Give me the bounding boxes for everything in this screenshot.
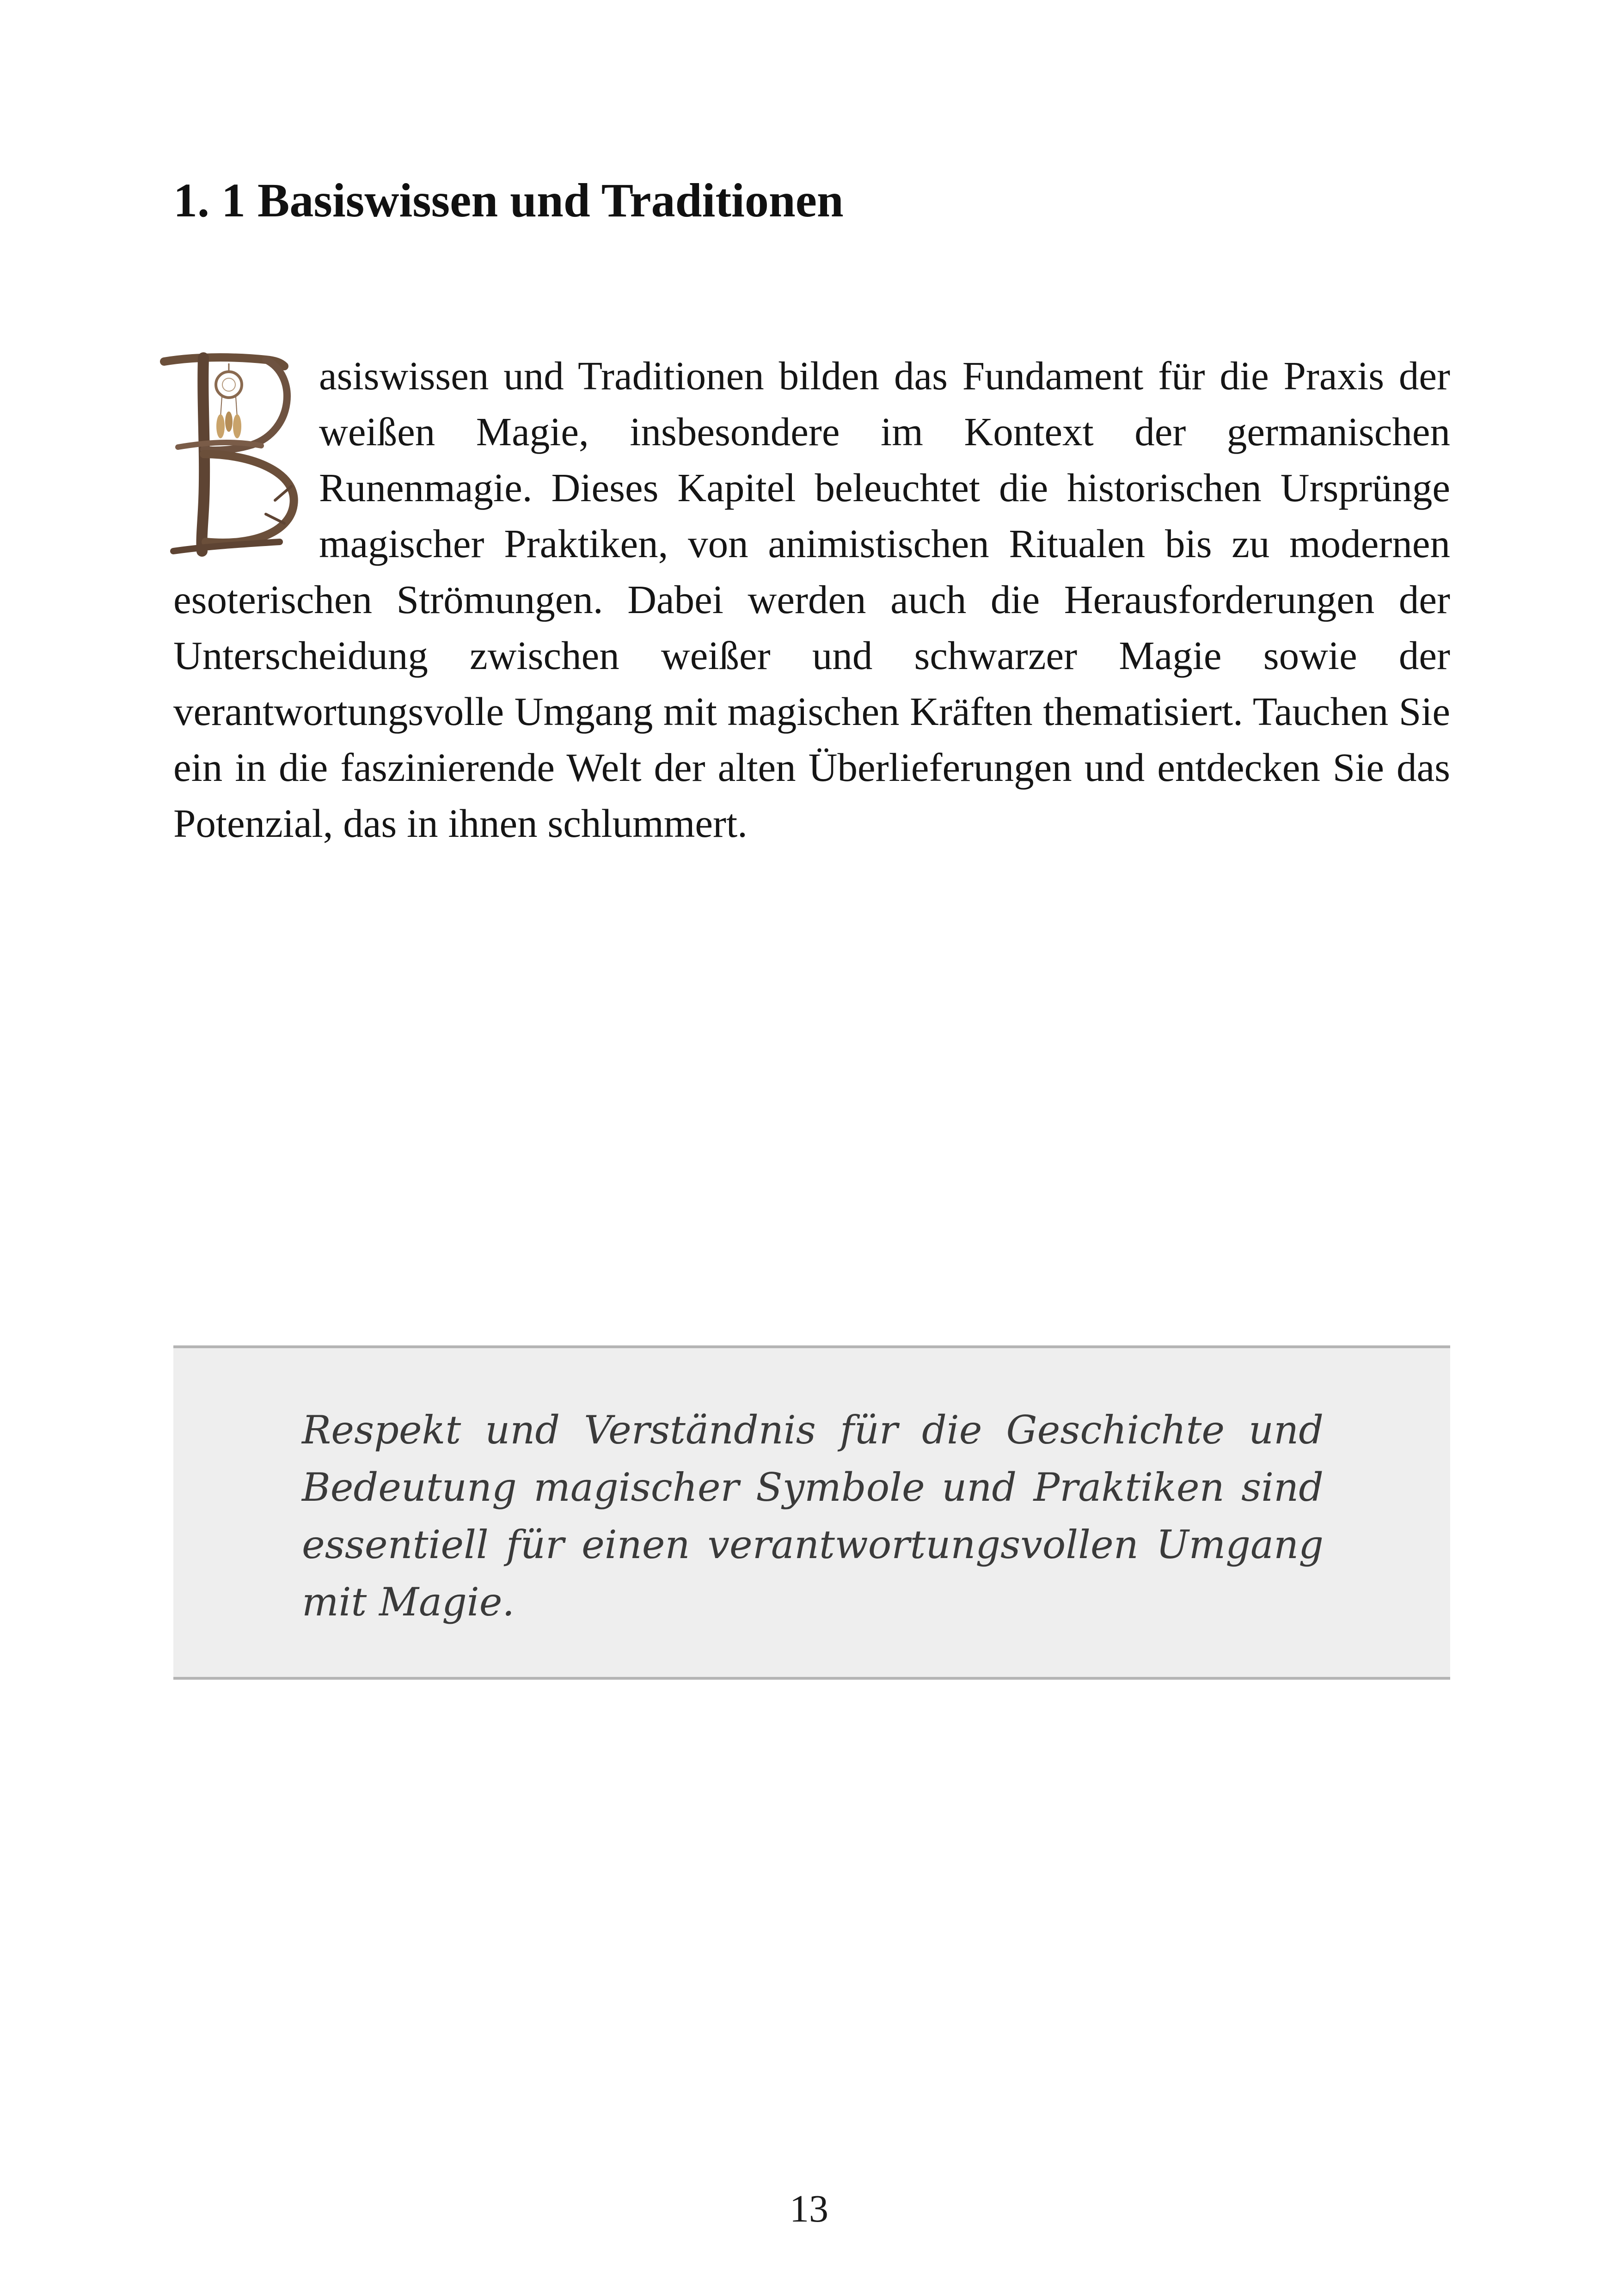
callout-box bbox=[173, 1345, 1450, 1680]
section-heading: 1. 1 Basiswissen und Traditionen bbox=[173, 174, 844, 227]
intro-paragraph-text: asiswissen und Traditionen bilden das Fundament für die Praxis der weißen Magie, insbesondere im Kontext der germanischen Runenmagie. Dieses Kapitel beleuchtet die historischen Ursprünge magischer Praktiken, von animistischen Ritualen bis zu modernen esoterischen Strömungen. Dabei werden auch die Herausforderungen der Unterscheidung zwischen weißer und schwarzer Magie sowie der verantwortungsvolle Umgang mit magischen Kräften thematisiert. Tauchen Sie ein in die faszinierende Welt der alten Überlieferungen und entdecken Sie das Potenzial, das in ihnen schlummert. bbox=[173, 353, 1450, 846]
dropcap-b bbox=[159, 348, 298, 557]
callout-text: Respekt und Verständnis für die Geschichte und Bedeutung magischer Symbole und Praktiken sind essentiell für einen verantwortungsvollen Umgang mit Magie. bbox=[302, 1407, 1324, 1625]
page-number: 13 bbox=[790, 2187, 828, 2230]
intro-paragraph bbox=[173, 348, 1450, 851]
branch-letter-b-icon bbox=[159, 348, 298, 557]
